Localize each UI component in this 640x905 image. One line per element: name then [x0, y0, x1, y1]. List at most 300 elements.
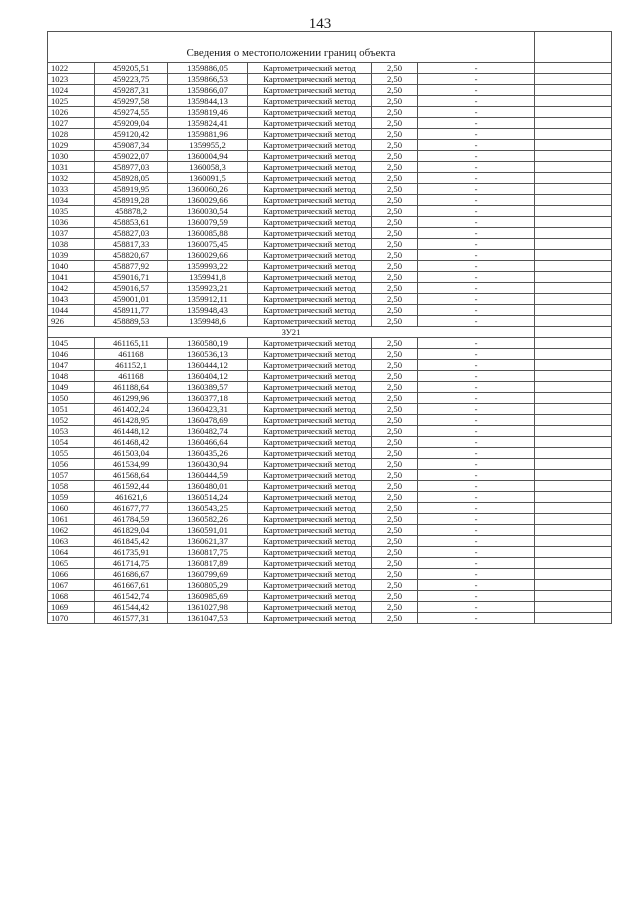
spare-cell [535, 96, 612, 107]
spare-cell [535, 228, 612, 239]
method-cell: Картометрический метод [248, 437, 372, 448]
y-coordinate-cell: 1360582,26 [168, 514, 248, 525]
point-number-cell: 1057 [48, 470, 95, 481]
boundary-coordinates-table [47, 31, 612, 624]
method-cell: Картометрический метод [248, 162, 372, 173]
spare-cell [535, 184, 612, 195]
description-cell: - [418, 261, 535, 272]
y-coordinate-cell: 1360079,59 [168, 217, 248, 228]
spare-cell [535, 569, 612, 580]
spare-cell [535, 580, 612, 591]
y-coordinate-cell: 1360985,69 [168, 591, 248, 602]
spare-cell [535, 129, 612, 140]
accuracy-cell: 2,50 [372, 261, 418, 272]
y-coordinate-cell: 1359866,53 [168, 74, 248, 85]
y-coordinate-cell: 1360591,01 [168, 525, 248, 536]
description-cell: - [418, 437, 535, 448]
description-cell: - [418, 349, 535, 360]
description-cell: - [418, 96, 535, 107]
description-cell: - [418, 195, 535, 206]
table-row [48, 393, 612, 404]
table-row [48, 503, 612, 514]
method-cell: Картометрический метод [248, 206, 372, 217]
point-number-cell: 1050 [48, 393, 95, 404]
y-coordinate-cell: 1360478,69 [168, 415, 248, 426]
accuracy-cell: 2,50 [372, 107, 418, 118]
table-row [48, 151, 612, 162]
description-cell: - [418, 63, 535, 74]
accuracy-cell: 2,50 [372, 74, 418, 85]
x-coordinate-cell: 459087,34 [95, 140, 168, 151]
method-cell: Картометрический метод [248, 360, 372, 371]
description-cell: - [418, 217, 535, 228]
accuracy-cell: 2,50 [372, 316, 418, 327]
x-coordinate-cell: 461829,04 [95, 525, 168, 536]
y-coordinate-cell: 1359912,11 [168, 294, 248, 305]
spare-cell [535, 85, 612, 96]
section-label: ЗУ21 [48, 327, 535, 338]
method-cell: Картометрический метод [248, 228, 372, 239]
accuracy-cell: 2,50 [372, 602, 418, 613]
point-number-cell: 1055 [48, 448, 95, 459]
point-number-cell: 1049 [48, 382, 95, 393]
y-coordinate-cell: 1360075,45 [168, 239, 248, 250]
table-row [48, 107, 612, 118]
table-row [48, 239, 612, 250]
method-cell: Картометрический метод [248, 74, 372, 85]
method-cell: Картометрический метод [248, 217, 372, 228]
table-title-row [48, 32, 612, 63]
table-row [48, 129, 612, 140]
spare-cell [535, 140, 612, 151]
table-row [48, 470, 612, 481]
method-cell: Картометрический метод [248, 129, 372, 140]
method-cell: Картометрический метод [248, 602, 372, 613]
section-spare-cell [535, 327, 612, 338]
point-number-cell: 1069 [48, 602, 95, 613]
description-cell: - [418, 459, 535, 470]
x-coordinate-cell: 458919,95 [95, 184, 168, 195]
spare-cell [535, 107, 612, 118]
accuracy-cell: 2,50 [372, 382, 418, 393]
description-cell: - [418, 393, 535, 404]
point-number-cell: 1022 [48, 63, 95, 74]
x-coordinate-cell: 461784,59 [95, 514, 168, 525]
point-number-cell: 1058 [48, 481, 95, 492]
spare-cell [535, 481, 612, 492]
table-row [48, 173, 612, 184]
accuracy-cell: 2,50 [372, 85, 418, 96]
x-coordinate-cell: 461714,75 [95, 558, 168, 569]
table-row [48, 338, 612, 349]
method-cell: Картометрический метод [248, 547, 372, 558]
y-coordinate-cell: 1359881,96 [168, 129, 248, 140]
y-coordinate-cell: 1360389,57 [168, 382, 248, 393]
spare-cell [535, 448, 612, 459]
spare-cell [535, 470, 612, 481]
accuracy-cell: 2,50 [372, 558, 418, 569]
x-coordinate-cell: 461735,91 [95, 547, 168, 558]
method-cell: Картометрический метод [248, 140, 372, 151]
method-cell: Картометрический метод [248, 107, 372, 118]
y-coordinate-cell: 1360444,12 [168, 360, 248, 371]
accuracy-cell: 2,50 [372, 349, 418, 360]
table-row [48, 415, 612, 426]
method-cell: Картометрический метод [248, 481, 372, 492]
x-coordinate-cell: 461168 [95, 371, 168, 382]
description-cell: - [418, 613, 535, 624]
table-row [48, 305, 612, 316]
method-cell: Картометрический метод [248, 173, 372, 184]
point-number-cell: 1026 [48, 107, 95, 118]
table-row [48, 569, 612, 580]
method-cell: Картометрический метод [248, 492, 372, 503]
spare-cell [535, 514, 612, 525]
x-coordinate-cell: 461677,77 [95, 503, 168, 514]
point-number-cell: 1046 [48, 349, 95, 360]
accuracy-cell: 2,50 [372, 338, 418, 349]
spare-cell [535, 151, 612, 162]
x-coordinate-cell: 459287,31 [95, 85, 168, 96]
description-cell: - [418, 580, 535, 591]
table-row [48, 448, 612, 459]
point-number-cell: 1032 [48, 173, 95, 184]
description-cell: - [418, 404, 535, 415]
table-row [48, 272, 612, 283]
y-coordinate-cell: 1360543,25 [168, 503, 248, 514]
description-cell: - [418, 481, 535, 492]
page-number: 143 [308, 16, 332, 32]
table-row [48, 184, 612, 195]
method-cell: Картометрический метод [248, 371, 372, 382]
y-coordinate-cell: 1360817,75 [168, 547, 248, 558]
accuracy-cell: 2,50 [372, 492, 418, 503]
x-coordinate-cell: 459120,42 [95, 129, 168, 140]
description-cell: - [418, 74, 535, 85]
y-coordinate-cell: 1359948,6 [168, 316, 248, 327]
point-number-cell: 1068 [48, 591, 95, 602]
table-row [48, 602, 612, 613]
table-row [48, 85, 612, 96]
description-cell: - [418, 107, 535, 118]
x-coordinate-cell: 461542,74 [95, 591, 168, 602]
y-coordinate-cell: 1360029,66 [168, 250, 248, 261]
point-number-cell: 1025 [48, 96, 95, 107]
description-cell: - [418, 338, 535, 349]
spare-cell [535, 173, 612, 184]
y-coordinate-cell: 1359866,07 [168, 85, 248, 96]
x-coordinate-cell: 459297,58 [95, 96, 168, 107]
point-number-cell: 1060 [48, 503, 95, 514]
method-cell: Картометрический метод [248, 536, 372, 547]
table-row [48, 118, 612, 129]
point-number-cell: 1028 [48, 129, 95, 140]
spare-cell [535, 613, 612, 624]
x-coordinate-cell: 461621,6 [95, 492, 168, 503]
description-cell: - [418, 591, 535, 602]
description-cell: - [418, 283, 535, 294]
accuracy-cell: 2,50 [372, 503, 418, 514]
accuracy-cell: 2,50 [372, 206, 418, 217]
x-coordinate-cell: 458928,05 [95, 173, 168, 184]
accuracy-cell: 2,50 [372, 184, 418, 195]
point-number-cell: 1040 [48, 261, 95, 272]
accuracy-cell: 2,50 [372, 360, 418, 371]
point-number-cell: 1047 [48, 360, 95, 371]
point-number-cell: 1051 [48, 404, 95, 415]
y-coordinate-cell: 1360030,54 [168, 206, 248, 217]
x-coordinate-cell: 461503,04 [95, 448, 168, 459]
method-cell: Картометрический метод [248, 525, 372, 536]
table-row [48, 349, 612, 360]
x-coordinate-cell: 461568,64 [95, 470, 168, 481]
point-number-cell: 1064 [48, 547, 95, 558]
point-number-cell: 1059 [48, 492, 95, 503]
method-cell: Картометрический метод [248, 470, 372, 481]
method-cell: Картометрический метод [248, 85, 372, 96]
accuracy-cell: 2,50 [372, 151, 418, 162]
x-coordinate-cell: 459209,04 [95, 118, 168, 129]
x-coordinate-cell: 458889,53 [95, 316, 168, 327]
method-cell: Картометрический метод [248, 448, 372, 459]
y-coordinate-cell: 1360029,66 [168, 195, 248, 206]
x-coordinate-cell: 458877,92 [95, 261, 168, 272]
description-cell: - [418, 569, 535, 580]
spare-cell [535, 393, 612, 404]
accuracy-cell: 2,50 [372, 470, 418, 481]
point-number-cell: 1053 [48, 426, 95, 437]
x-coordinate-cell: 461592,44 [95, 481, 168, 492]
y-coordinate-cell: 1360580,19 [168, 338, 248, 349]
accuracy-cell: 2,50 [372, 613, 418, 624]
point-number-cell: 1034 [48, 195, 95, 206]
accuracy-cell: 2,50 [372, 481, 418, 492]
accuracy-cell: 2,50 [372, 525, 418, 536]
y-coordinate-cell: 1360799,69 [168, 569, 248, 580]
table-row [48, 283, 612, 294]
description-cell: - [418, 206, 535, 217]
x-coordinate-cell: 459001,01 [95, 294, 168, 305]
x-coordinate-cell: 459016,71 [95, 272, 168, 283]
accuracy-cell: 2,50 [372, 195, 418, 206]
spare-cell [535, 492, 612, 503]
description-cell: - [418, 184, 535, 195]
table-row [48, 195, 612, 206]
method-cell: Картометрический метод [248, 613, 372, 624]
point-number-cell: 1024 [48, 85, 95, 96]
y-coordinate-cell: 1360621,37 [168, 536, 248, 547]
y-coordinate-cell: 1359886,05 [168, 63, 248, 74]
method-cell: Картометрический метод [248, 250, 372, 261]
method-cell: Картометрический метод [248, 349, 372, 360]
description-cell: - [418, 162, 535, 173]
description-cell: - [418, 151, 535, 162]
x-coordinate-cell: 458919,28 [95, 195, 168, 206]
spare-cell [535, 525, 612, 536]
x-coordinate-cell: 459274,55 [95, 107, 168, 118]
method-cell: Картометрический метод [248, 382, 372, 393]
point-number-cell: 1038 [48, 239, 95, 250]
table-row [48, 371, 612, 382]
method-cell: Картометрический метод [248, 316, 372, 327]
point-number-cell: 1054 [48, 437, 95, 448]
point-number-cell: 1031 [48, 162, 95, 173]
method-cell: Картометрический метод [248, 580, 372, 591]
y-coordinate-cell: 1360004,94 [168, 151, 248, 162]
table-row [48, 613, 612, 624]
table-title-spare-cell [535, 32, 612, 63]
x-coordinate-cell: 461165,11 [95, 338, 168, 349]
accuracy-cell: 2,50 [372, 118, 418, 129]
accuracy-cell: 2,50 [372, 591, 418, 602]
description-cell: - [418, 602, 535, 613]
accuracy-cell: 2,50 [372, 272, 418, 283]
x-coordinate-cell: 461845,42 [95, 536, 168, 547]
y-coordinate-cell: 1360805,29 [168, 580, 248, 591]
point-number-cell: 1067 [48, 580, 95, 591]
point-number-cell: 1029 [48, 140, 95, 151]
table-row [48, 558, 612, 569]
accuracy-cell: 2,50 [372, 217, 418, 228]
y-coordinate-cell: 1359948,43 [168, 305, 248, 316]
accuracy-cell: 2,50 [372, 294, 418, 305]
point-number-cell: 1045 [48, 338, 95, 349]
spare-cell [535, 206, 612, 217]
section-header-row [48, 327, 612, 338]
point-number-cell: 1061 [48, 514, 95, 525]
method-cell: Картометрический метод [248, 272, 372, 283]
x-coordinate-cell: 461188,64 [95, 382, 168, 393]
description-cell: - [418, 360, 535, 371]
y-coordinate-cell: 1360058,3 [168, 162, 248, 173]
table-row [48, 63, 612, 74]
x-coordinate-cell: 461428,95 [95, 415, 168, 426]
table-row [48, 591, 612, 602]
method-cell: Картометрический метод [248, 184, 372, 195]
x-coordinate-cell: 461468,42 [95, 437, 168, 448]
x-coordinate-cell: 461667,61 [95, 580, 168, 591]
point-number-cell: 1043 [48, 294, 95, 305]
table-row [48, 74, 612, 85]
method-cell: Картометрический метод [248, 459, 372, 470]
y-coordinate-cell: 1361027,98 [168, 602, 248, 613]
method-cell: Картометрический метод [248, 591, 372, 602]
accuracy-cell: 2,50 [372, 173, 418, 184]
y-coordinate-cell: 1359993,22 [168, 261, 248, 272]
y-coordinate-cell: 1360404,12 [168, 371, 248, 382]
y-coordinate-cell: 1360817,89 [168, 558, 248, 569]
description-cell: - [418, 250, 535, 261]
spare-cell [535, 316, 612, 327]
spare-cell [535, 371, 612, 382]
table-row [48, 580, 612, 591]
x-coordinate-cell: 461686,67 [95, 569, 168, 580]
spare-cell [535, 272, 612, 283]
description-cell: - [418, 448, 535, 459]
point-number-cell: 1042 [48, 283, 95, 294]
description-cell: - [418, 503, 535, 514]
point-number-cell: 1030 [48, 151, 95, 162]
y-coordinate-cell: 1360377,18 [168, 393, 248, 404]
accuracy-cell: 2,50 [372, 547, 418, 558]
table-row [48, 481, 612, 492]
spare-cell [535, 360, 612, 371]
method-cell: Картометрический метод [248, 118, 372, 129]
spare-cell [535, 547, 612, 558]
description-cell: - [418, 558, 535, 569]
point-number-cell: 1066 [48, 569, 95, 580]
x-coordinate-cell: 461299,96 [95, 393, 168, 404]
point-number-cell: 1037 [48, 228, 95, 239]
method-cell: Картометрический метод [248, 415, 372, 426]
description-cell: - [418, 492, 535, 503]
y-coordinate-cell: 1360435,26 [168, 448, 248, 459]
accuracy-cell: 2,50 [372, 239, 418, 250]
method-cell: Картометрический метод [248, 96, 372, 107]
method-cell: Картометрический метод [248, 283, 372, 294]
method-cell: Картометрический метод [248, 63, 372, 74]
table-row [48, 294, 612, 305]
y-coordinate-cell: 1359819,46 [168, 107, 248, 118]
method-cell: Картометрический метод [248, 393, 372, 404]
description-cell: - [418, 294, 535, 305]
spare-cell [535, 349, 612, 360]
table-row [48, 382, 612, 393]
accuracy-cell: 2,50 [372, 129, 418, 140]
spare-cell [535, 239, 612, 250]
spare-cell [535, 404, 612, 415]
table-row [48, 228, 612, 239]
accuracy-cell: 2,50 [372, 437, 418, 448]
accuracy-cell: 2,50 [372, 536, 418, 547]
spare-cell [535, 558, 612, 569]
method-cell: Картометрический метод [248, 569, 372, 580]
x-coordinate-cell: 461402,24 [95, 404, 168, 415]
method-cell: Картометрический метод [248, 261, 372, 272]
method-cell: Картометрический метод [248, 338, 372, 349]
description-cell: - [418, 173, 535, 184]
table-row [48, 514, 612, 525]
spare-cell [535, 195, 612, 206]
y-coordinate-cell: 1359955,2 [168, 140, 248, 151]
point-number-cell: 1063 [48, 536, 95, 547]
description-cell: - [418, 525, 535, 536]
description-cell: - [418, 547, 535, 558]
table-row [48, 360, 612, 371]
x-coordinate-cell: 458817,33 [95, 239, 168, 250]
spare-cell [535, 74, 612, 85]
x-coordinate-cell: 459223,75 [95, 74, 168, 85]
point-number-cell: 1027 [48, 118, 95, 129]
spare-cell [535, 283, 612, 294]
y-coordinate-cell: 1359824,41 [168, 118, 248, 129]
accuracy-cell: 2,50 [372, 96, 418, 107]
point-number-cell: 1039 [48, 250, 95, 261]
point-number-cell: 1065 [48, 558, 95, 569]
spare-cell [535, 426, 612, 437]
description-cell: - [418, 140, 535, 151]
accuracy-cell: 2,50 [372, 448, 418, 459]
table-row [48, 261, 612, 272]
y-coordinate-cell: 1360060,26 [168, 184, 248, 195]
table-row [48, 404, 612, 415]
spare-cell [535, 261, 612, 272]
y-coordinate-cell: 1360480,01 [168, 481, 248, 492]
table-row [48, 437, 612, 448]
description-cell: - [418, 382, 535, 393]
accuracy-cell: 2,50 [372, 305, 418, 316]
table-row [48, 459, 612, 470]
